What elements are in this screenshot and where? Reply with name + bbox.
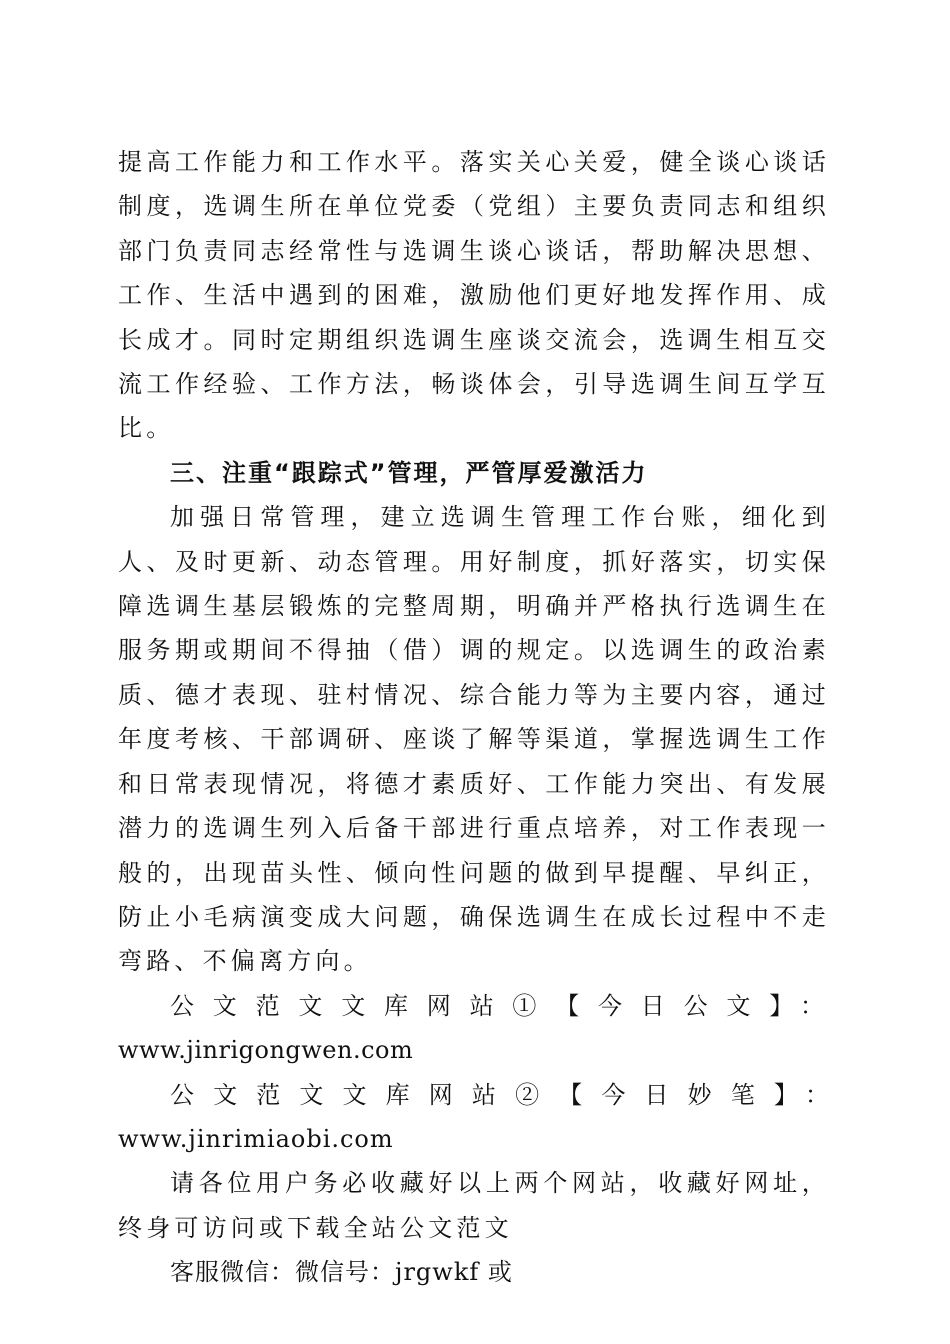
footer-notice: 请各位用户务必收藏好以上两个网站，收藏好网址，终身可访问或下载全站公文范文 [118, 1169, 830, 1242]
paragraph-continuation: 提高工作能力和工作水平。落实关心关爱，健全谈心谈话制度，选调生所在单位党委（党组）主要负责同志和组织部门负责同志经常性与选调生谈心谈话，帮助解决思想、工作、生活中遇到的困难，激励他们更好地发挥作用、成长成才。同时定期组织选调生座谈交流会，选调生相互交流工作经验、工作方法，畅谈体会，引导选调生间互学互比。 [118, 148, 830, 443]
section-heading: 三、注重“跟踪式”管理，严管厚爱激活力 [170, 458, 648, 487]
document-body [118, 140, 830, 1295]
footer-site1-label: 公文范文文库网站①【今日公文】： [170, 991, 830, 1020]
footer-site2-line: 公文范文文库网站②【今日妙笔】：www.jinrimiaobi.com [118, 1080, 830, 1153]
paragraph-daily-management: 加强日常管理，建立选调生管理工作台账，细化到人、及时更新、动态管理。用好制度，抓好落实，切实保障选调生基层锻炼的完整周期，明确并严格执行选调生在服务期或期间不得抽（借）调的规定。以选调生的政治素质、德才表现、驻村情况、综合能力等为主要内容，通过年度考核、干部调研、座谈了解等渠道，掌握选调生工作和日常表现情况，将德才素质好、工作能力突出、有发展潜力的选调生列入后备干部进行重点培养，对工作表现一般的，出现苗头性、倾向性问题的做到早提醒、早纠正，防止小毛病演变成大问题，确保选调生在成长过程中不走弯路、不偏离方向。 [118, 503, 830, 976]
footer-site1-url: www.jinrigongwen.com [118, 1036, 414, 1065]
footer-service-wechat: 客服微信：微信号：jrgwkf 或 [170, 1258, 513, 1287]
